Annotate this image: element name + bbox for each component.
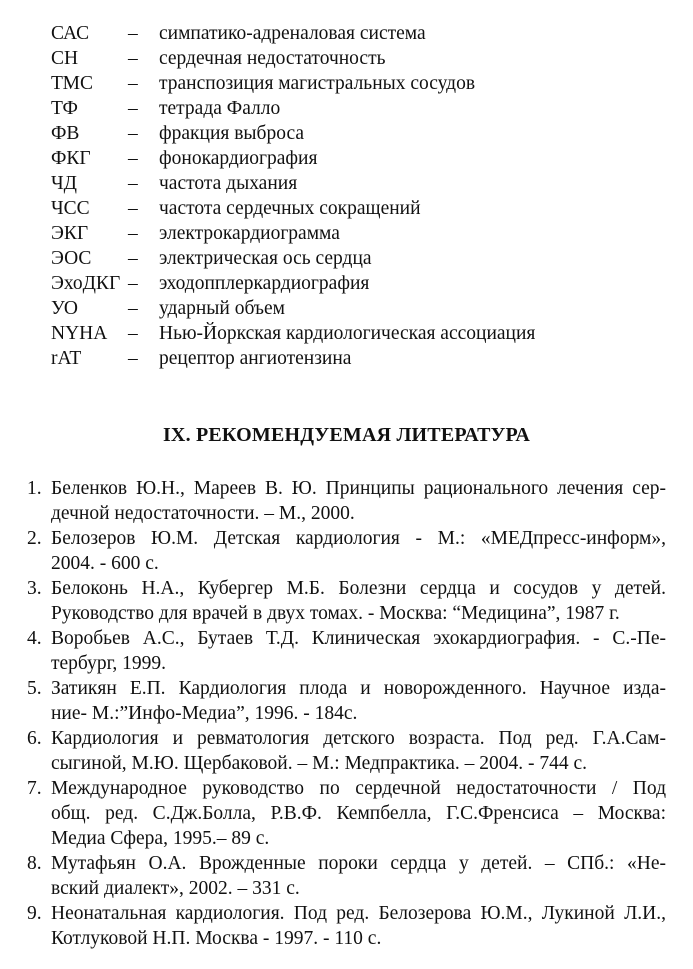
abbreviation-dash: – (128, 223, 138, 244)
abbreviation-dash: – (128, 23, 138, 44)
reference-line: Воробьев А.С., Бутаев Т.Д. Клиническая эхокардиография. - С.-Пе- (51, 628, 666, 649)
abbreviation-dash: – (128, 48, 138, 69)
abbreviation-definition: тетрада Фалло (159, 98, 281, 119)
abbreviation-dash: – (128, 198, 138, 219)
reference-line: Международное руководство по сердечной недостаточности / Под (51, 778, 666, 799)
abbreviation-row (51, 171, 651, 196)
abbreviation-row (51, 221, 651, 246)
reference-line: общ. ред. С.Дж.Болла, Р.В.Ф. Кемпбелла, Г.С.Френсиса – Москва: (51, 803, 666, 824)
abbreviation-term: ТФ (51, 98, 78, 119)
abbreviation-term: ЭКГ (51, 223, 89, 244)
abbreviation-dash: – (128, 173, 138, 194)
abbreviation-term: ЭхоДКГ (51, 273, 121, 294)
reference-line: Котлуковой Н.П. Москва - 1997. - 110 с. (51, 928, 382, 949)
reference-line: дечной недостаточности. – М., 2000. (51, 503, 355, 524)
abbreviation-dash: – (128, 273, 138, 294)
abbreviation-definition: симпатико-адреналовая система (159, 23, 426, 44)
reference-line: Медиа Сфера, 1995.– 89 с. (51, 828, 270, 849)
reference-line: Кардиология и ревматология детского возраста. Под ред. Г.А.Сам- (51, 728, 666, 749)
abbreviation-list (51, 21, 651, 371)
abbreviation-row (51, 196, 651, 221)
reference-line: Мутафьян О.А. Врожденные пороки сердца у детей. – СПб.: «Не- (51, 853, 666, 874)
abbreviation-dash: – (128, 248, 138, 269)
abbreviation-row (51, 146, 651, 171)
abbreviation-term: ФВ (51, 123, 80, 144)
reference-number: 7. (27, 778, 42, 799)
abbreviation-dash: – (128, 348, 138, 369)
abbreviation-definition: частота дыхания (159, 173, 298, 194)
reference-line: 2004. - 600 с. (51, 553, 159, 574)
abbreviation-row (51, 296, 651, 321)
abbreviation-dash: – (128, 123, 138, 144)
abbreviation-definition: электрическая ось сердца (159, 248, 372, 269)
abbreviation-definition: фракция выброса (159, 123, 304, 144)
abbreviation-row (51, 21, 651, 46)
abbreviation-row (51, 46, 651, 71)
abbreviation-term: ЧД (51, 173, 77, 194)
abbreviation-definition: ударный объем (159, 298, 285, 319)
abbreviation-dash: – (128, 323, 138, 344)
abbreviation-row (51, 271, 651, 296)
abbreviation-term: NYHA (51, 323, 108, 344)
reference-line: Белозеров Ю.М. Детская кардиология - М.: «МЕДпресс-информ», (51, 528, 666, 549)
abbreviation-row (51, 121, 651, 146)
abbreviation-definition: эходопплеркардиография (159, 273, 370, 294)
abbreviation-term: rAT (51, 348, 82, 369)
abbreviation-dash: – (128, 73, 138, 94)
reference-number: 9. (27, 903, 42, 924)
abbreviation-row (51, 71, 651, 96)
abbreviation-term: САС (51, 23, 90, 44)
abbreviation-dash: – (128, 148, 138, 169)
reference-line: ние- М.:”Инфо-Медиа”, 1996. - 184с. (51, 703, 358, 724)
abbreviation-dash: – (128, 98, 138, 119)
reference-line: Руководство для врачей в двух томах. - Москва: “Медицина”, 1987 г. (51, 603, 620, 624)
reference-line: Затикян Е.П. Кардиология плода и новорожденного. Научное изда- (51, 678, 666, 699)
reference-number: 2. (27, 528, 42, 549)
abbreviation-row (51, 96, 651, 121)
abbreviation-row (51, 321, 651, 346)
abbreviation-dash: – (128, 298, 138, 319)
reference-number: 6. (27, 728, 42, 749)
abbreviation-term: ТМС (51, 73, 93, 94)
reference-line: сыгиной, М.Ю. Щербаковой. – М.: Медпрактика. – 2004. - 744 с. (51, 753, 587, 774)
abbreviation-term: ЧСС (51, 198, 90, 219)
reference-number: 3. (27, 578, 42, 599)
abbreviation-row (51, 346, 651, 371)
abbreviation-term: ФКГ (51, 148, 91, 169)
abbreviation-term: СН (51, 48, 79, 69)
abbreviation-row (51, 246, 651, 271)
abbreviation-definition: фонокардиография (159, 148, 318, 169)
abbreviation-term: ЭОС (51, 248, 92, 269)
section-title: IX. РЕКОМЕНДУЕМАЯ ЛИТЕРАТУРА (162, 424, 531, 446)
reference-line: вский диалект», 2002. – 331 с. (51, 878, 300, 899)
abbreviation-term: УО (51, 298, 78, 319)
reference-number: 5. (27, 678, 42, 699)
reference-line: Белоконь Н.А., Кубергер М.Б. Болезни сердца и сосудов у детей. (51, 578, 666, 599)
abbreviation-definition: Нью-Йоркская кардиологическая ассоциация (159, 323, 536, 344)
abbreviation-definition: электрокардиограмма (159, 223, 340, 244)
reference-line: Неонатальная кардиология. Под ред. Белозерова Ю.М., Лукиной Л.И., (51, 903, 666, 924)
abbreviation-definition: частота сердечных сокращений (159, 198, 421, 219)
reference-line: Беленков Ю.Н., Мареев В. Ю. Принципы рационального лечения сер- (51, 478, 666, 499)
reference-number: 8. (27, 853, 42, 874)
reference-line: тербург, 1999. (51, 653, 167, 674)
reference-number: 4. (27, 628, 42, 649)
reference-number: 1. (27, 478, 42, 499)
abbreviation-definition: сердечная недостаточность (159, 48, 386, 69)
abbreviation-definition: транспозиция магистральных сосудов (159, 73, 476, 94)
abbreviation-definition: рецептор ангиотензина (159, 348, 352, 369)
